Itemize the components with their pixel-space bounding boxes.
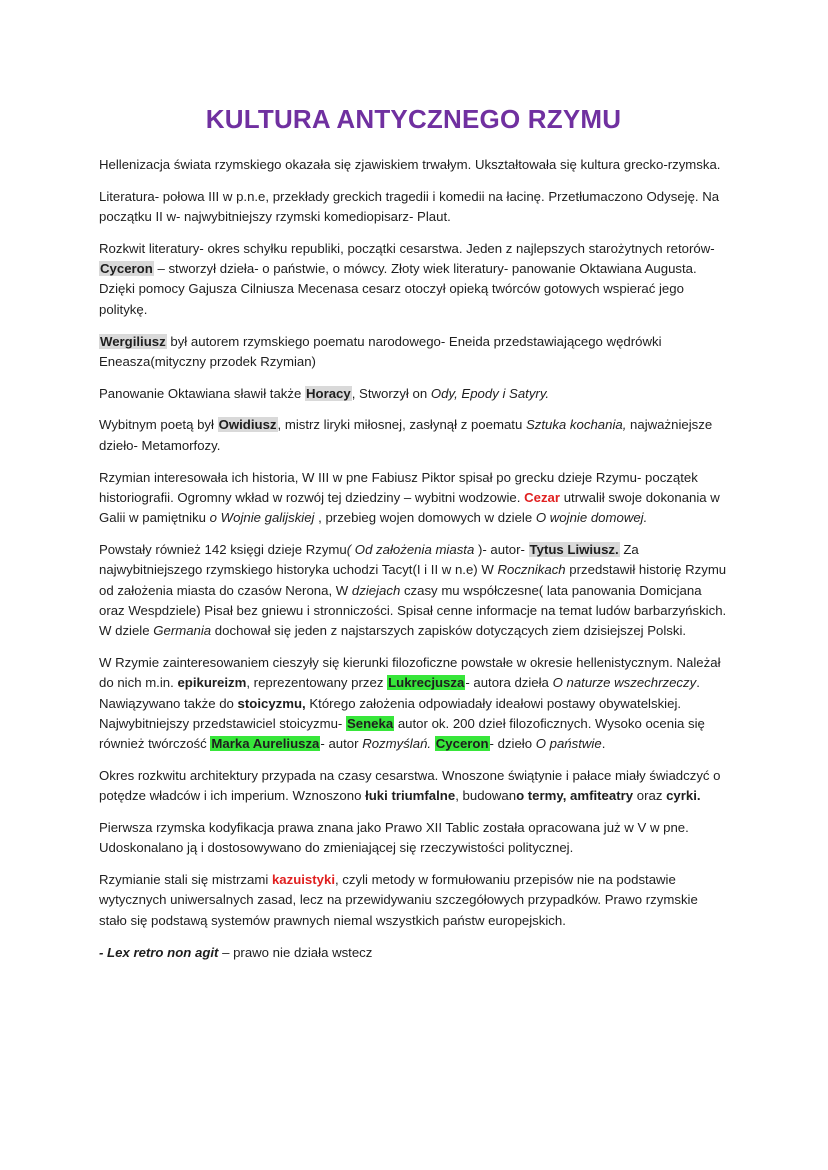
work-title: Ody, Epody i Satyry. [430, 385, 550, 401]
highlight-aureliusz: Marka Aureliusza [211, 736, 320, 752]
text-segment: - dzieło [489, 736, 536, 752]
text-segment: Panowanie Oktawiana sławił także [99, 385, 305, 401]
text-segment: Którego założenia odpowiadały ideałowi postawy obywatelskiej. Najwybitniejszy przedstawiciel stoicyzmu- [99, 695, 682, 731]
text-segment: oraz [633, 788, 667, 804]
paragraph-architecture [99, 766, 728, 807]
text-segment: Za najwybitniejszego rzymskiego historyka uchodzi Tacyt(I i II w n.e) W [99, 541, 639, 578]
term-termy: o termy, amfiteatry [516, 788, 634, 804]
work-title: O państwie [535, 736, 602, 752]
work-title: dziejach [351, 582, 401, 598]
paragraph-philosophy [99, 653, 728, 754]
text-segment: – stworzył dzieła- o państwie, o mówcy. Złoty wiek literatury- panowanie Oktawiana Augusta. Dzięki pomocy Gajusza Cilniusza Mecenasa cesarz otoczył opieką twórców gotowych wspierać jego politykę. [99, 261, 697, 317]
text-segment: , mistrz liryki miłosnej, zasłynął z poematu [277, 417, 526, 433]
text-segment: Wybitnym poetą był [99, 417, 218, 433]
paragraph-literature-bloom [99, 239, 728, 320]
highlight-cyceron: Cyceron [435, 736, 489, 752]
paragraph-owidiusz [99, 415, 728, 456]
text-segment: , czyli metody w formułowaniu przepisów nie na podstawie wytycznych uniwersalnych zasad, lecz na przewidywaniu szczegółowych przypadków. Prawo rzymskie stało się podstawą systemów prawnych niemal wszystkich państw europejskich. [99, 872, 698, 928]
text-segment: przedstawił historię Rzymu od założenia miasta do czasów Nerona, W [99, 562, 727, 598]
text-segment: czasy mu współczesne( lata panowania Domicjana oraz Wespdziele) Pisał bez gniewu i stronniczości. Spisał cenne informacje na temat ludów barbarzyńskich. W dziele [99, 582, 727, 639]
highlight-owidiusz: Owidiusz [218, 417, 277, 433]
paragraph-history [99, 468, 728, 529]
latin-maxim: - Lex retro non agit [99, 944, 219, 960]
text-segment: )- autor- [474, 541, 529, 557]
text-segment: . [601, 736, 606, 752]
text-segment: - autora dzieła [465, 675, 553, 691]
highlight-cyceron: Cyceron [100, 261, 153, 277]
text-segment: , Stworzył on [351, 385, 431, 401]
text-segment: utrwalił swoje dokonania w Galii w pamiętniku [99, 489, 720, 526]
work-title: Sztuka kochania, [525, 417, 627, 433]
highlight-seneka: Seneka [346, 715, 394, 731]
work-title: Germania [153, 623, 212, 639]
term-luki: łuki triumfalne [365, 788, 456, 804]
work-title: O naturze wszechrzeczy [552, 675, 697, 691]
paragraph-hellenization [99, 155, 728, 175]
text-segment: Rzymianie stali się mistrzami [99, 872, 272, 888]
text-segment: , budowan [455, 788, 517, 804]
text-segment: dochował się jeden z najstarszych zapisków dotyczących ziem dzisiejszej Polski. [211, 623, 687, 639]
red-term-kazuistyka: kazuistyki [271, 872, 335, 888]
work-title: ( Od założenia miasta [346, 541, 475, 557]
text-segment: autor ok. 200 dzieł filozoficznych. Wysoko ocenia się również twórczość [99, 715, 705, 752]
work-title: o Wojnie galijskiej [209, 510, 315, 526]
highlight-horacy: Horacy [305, 385, 351, 401]
text-segment: W Rzymie zainteresowaniem cieszyły się kierunki filozoficzne powstałe w okresie hellenistycznym. Należał do nich m.in. [99, 654, 721, 691]
text-segment: Okres rozkwitu architektury przypada na czasy cesarstwa. Wnoszone świątynie i pałace miały świadczyć o potędze władców i ich imperium. Wznoszono [99, 767, 721, 804]
paragraph-text: Pierwsza rzymska kodyfikacja prawa znana jako Prawo XII Tablic została opracowana już w V w pne. Udoskonalano ją i dostosowywano do zmieniającej się rzeczywistości politycznej. [99, 820, 689, 856]
text-segment: – prawo nie działa wstecz [218, 944, 373, 960]
text-segment: Rzymian interesowała ich historia, W III w pne Fabiusz Piktor spisał po grecku dzieje Rzymu- początek historiografii. Ogromny wkład w rozwój tej dziedziny – wybitni wodzowie. [99, 469, 698, 505]
paragraph-wergiliusz [99, 332, 728, 373]
highlight-lukrecjusz: Lukrecjusza [388, 675, 465, 691]
page-title: KULTURA ANTYCZNEGO RZYMU [205, 104, 622, 134]
paragraph-horacy [99, 384, 728, 404]
work-title: O wojnie domowej. [535, 510, 648, 526]
highlight-wergiliusz: Wergiliusz [100, 333, 166, 349]
text-segment: Rozkwit literatury- okres schyłku republiki, początki cesarstwa. Jeden z najlepszych starożytnych retorów- [99, 240, 715, 256]
paragraph-law [99, 818, 728, 859]
paragraph-kazuistyka [99, 870, 728, 931]
paragraph-maxim [99, 943, 728, 963]
work-title: Rocznikach [497, 562, 566, 578]
highlight-liwiusz: Tytus Liwiusz. [529, 541, 619, 557]
text-segment: , reprezentowany przez [246, 675, 388, 691]
text-segment: . Nawiązywano także do [99, 675, 700, 711]
paragraph-literature [99, 187, 728, 228]
term-epikureizm: epikureizm [177, 675, 247, 691]
paragraph-text: Literatura- połowa III w p.n.e, przekłady greckich tragedii i komedii na łacinę. Przetłumaczono Odyseję. Na początku II w- najwybitniejszy rzymski komediopisarz- Plaut. [99, 188, 720, 225]
work-title: Rozmyślań. [362, 736, 432, 752]
text-segment: - autor [320, 736, 363, 752]
paragraph-text: Hellenizacja świata rzymskiego okazała się zjawiskiem trwałym. Ukształtowała się kultura grecko-rzymska. [99, 157, 721, 172]
text-segment: Powstały również 142 księgi dzieje Rzymu [99, 541, 347, 557]
text-segment: był autorem rzymskiego poematu narodowego- Eneida przedstawiającego wędrówki Eneasza(mityczny przodek Rzymian) [99, 333, 662, 369]
text-segment: najważniejsze dzieło- Metamorfozy. [99, 417, 713, 453]
term-cyrki: cyrki. [666, 788, 701, 804]
text-segment: , przebieg wojen domowych w dziele [314, 510, 536, 526]
term-stoicyzm: stoicyzmu, [237, 695, 306, 711]
paragraph-historians [99, 540, 728, 641]
red-term-cezar: Cezar [524, 489, 561, 505]
